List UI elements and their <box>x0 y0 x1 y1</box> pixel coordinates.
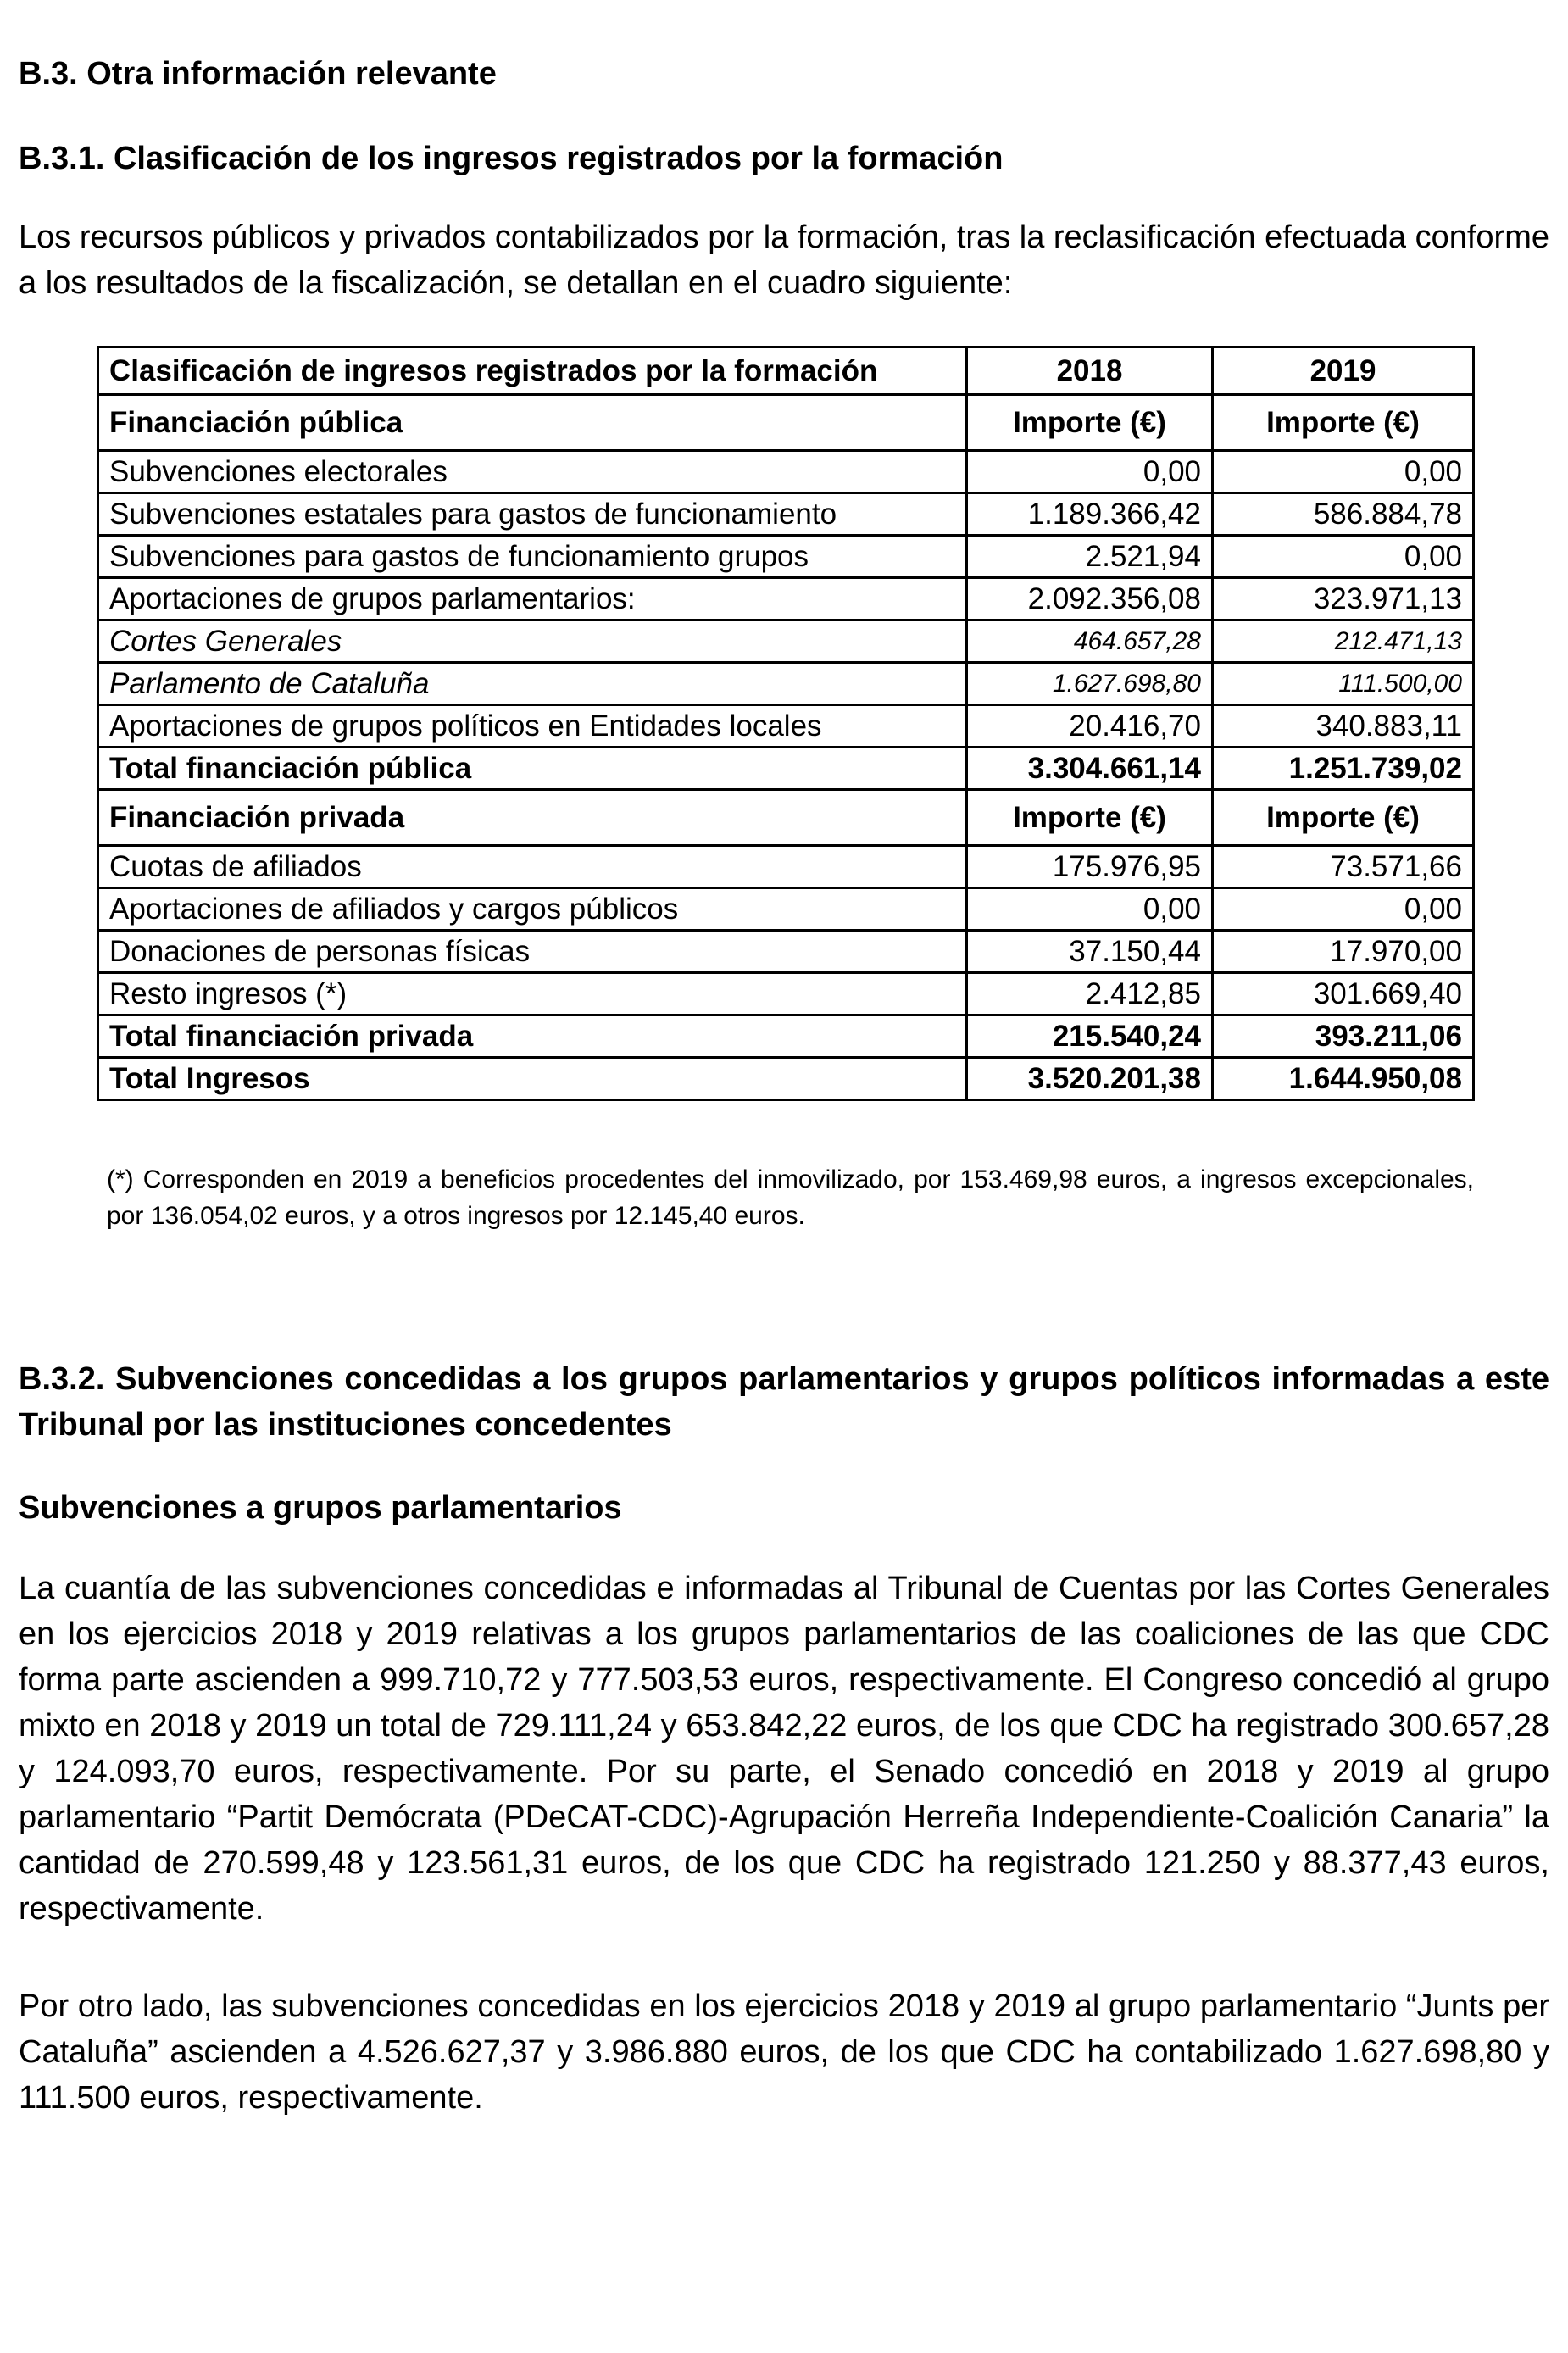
grand-total-2019: 1.644.950,08 <box>1213 1058 1474 1100</box>
public-unit-2019: Importe (€) <box>1213 395 1474 451</box>
table-subrow <box>98 620 1474 663</box>
table-row <box>98 451 1474 493</box>
table-subrow <box>98 663 1474 705</box>
row-value-2018: 20.416,70 <box>967 705 1213 748</box>
grand-total-row <box>98 1058 1474 1100</box>
private-section-label: Financiación privada <box>98 790 967 846</box>
subrow-label: Parlamento de Cataluña <box>98 663 967 705</box>
public-section-label: Financiación pública <box>98 395 967 451</box>
row-value-2018: 2.521,94 <box>967 536 1213 578</box>
header-2019: 2019 <box>1213 348 1474 395</box>
subrow-value-2019: 212.471,13 <box>1213 620 1474 663</box>
grand-total-label: Total Ingresos <box>98 1058 967 1100</box>
public-total-label: Total financiación pública <box>98 748 967 790</box>
row-value-2019: 0,00 <box>1213 451 1474 493</box>
row-label: Aportaciones de grupos parlamentarios: <box>98 578 967 620</box>
grand-total-2018: 3.520.201,38 <box>967 1058 1213 1100</box>
income-classification-table <box>97 346 1475 1101</box>
row-value-2019: 301.669,40 <box>1213 973 1474 1015</box>
table-row <box>98 931 1474 973</box>
table-row <box>98 846 1474 888</box>
row-label: Aportaciones de afiliados y cargos públicos <box>98 888 967 931</box>
subsection-1-title: B.3.1. Clasificación de los ingresos registrados por la formación <box>19 141 1004 176</box>
public-section-row <box>98 395 1474 451</box>
subrow-value-2018: 464.657,28 <box>967 620 1213 663</box>
private-unit-2018: Importe (€) <box>967 790 1213 846</box>
header-label: Clasificación de ingresos registrados por la formación <box>98 348 967 395</box>
row-value-2018: 0,00 <box>967 451 1213 493</box>
subrow-label: Cortes Generales <box>98 620 967 663</box>
table-row <box>98 888 1474 931</box>
row-value-2019: 586.884,78 <box>1213 493 1474 536</box>
row-value-2018: 37.150,44 <box>967 931 1213 973</box>
subsection-2-paragraph-2: Por otro lado, las subvenciones concedidas en los ejercicios 2018 y 2019 al grupo parlamentario “Junts per Cataluña” ascienden a 4.526.627,37 y 3.986.880 euros, de los que CDC ha contabilizado 1.627.698,80 y 111.500 euros, respectivamente. <box>19 1989 1549 2116</box>
row-value-2019: 0,00 <box>1213 536 1474 578</box>
private-total-2018: 215.540,24 <box>967 1015 1213 1058</box>
public-total-2018: 3.304.661,14 <box>967 748 1213 790</box>
row-label: Subvenciones para gastos de funcionamiento grupos <box>98 536 967 578</box>
row-value-2019: 323.971,13 <box>1213 578 1474 620</box>
table-row <box>98 973 1474 1015</box>
public-total-2019: 1.251.739,02 <box>1213 748 1474 790</box>
table-row <box>98 705 1474 748</box>
row-label: Cuotas de afiliados <box>98 846 967 888</box>
private-total-row <box>98 1015 1474 1058</box>
header-2018: 2018 <box>967 348 1213 395</box>
private-total-label: Total financiación privada <box>98 1015 967 1058</box>
row-label: Resto ingresos (*) <box>98 973 967 1015</box>
row-value-2018: 1.189.366,42 <box>967 493 1213 536</box>
private-section-row <box>98 790 1474 846</box>
section-title: B.3. Otra información relevante <box>19 56 497 92</box>
row-value-2018: 0,00 <box>967 888 1213 931</box>
table-row <box>98 493 1474 536</box>
table-footnote: (*) Corresponden en 2019 a beneficios procedentes del inmovilizado, por 153.469,98 euros, a ingresos excepcionales, por 136.054,02 euros, y a otros ingresos por 12.145,40 euros. <box>107 1165 1474 1230</box>
subsection-2-paragraph-1: La cuantía de las subvenciones concedidas e informadas al Tribunal de Cuentas por las Cortes Generales en los ejercicios 2018 y 2019 relativas a los grupos parlamentarios de las coaliciones de las que CDC forma parte ascienden a 999.710,72 y 777.503,53 euros, respectivamente. El Congreso concedió al grupo mixto en 2018 y 2019 un total de 729.111,24 y 653.842,22 euros, de los que CDC ha registrado 300.657,28 y 124.093,70 euros, respectivamente. Por su parte, el Senado concedió en 2018 y 2019 al grupo parlamentario “Partit Demócrata (PDeCAT-CDC)-Agrupación Herreña Independiente-Coalición Canaria” la cantidad de 270.599,48 y 123.561,31 euros, de los que CDC ha registrado 121.250 y 88.377,43 euros, respectivamente. <box>19 1571 1549 1927</box>
table-row <box>98 536 1474 578</box>
public-unit-2018: Importe (€) <box>967 395 1213 451</box>
row-value-2018: 175.976,95 <box>967 846 1213 888</box>
row-value-2018: 2.412,85 <box>967 973 1213 1015</box>
row-label: Aportaciones de grupos políticos en Entidades locales <box>98 705 967 748</box>
private-unit-2019: Importe (€) <box>1213 790 1474 846</box>
row-label: Subvenciones estatales para gastos de funcionamiento <box>98 493 967 536</box>
subsection-2-title: B.3.2. Subvenciones concedidas a los grupos parlamentarios y grupos políticos informadas a este Tribunal por las instituciones concedentes <box>19 1361 1549 1443</box>
row-value-2019: 73.571,66 <box>1213 846 1474 888</box>
public-total-row <box>98 748 1474 790</box>
row-value-2019: 17.970,00 <box>1213 931 1474 973</box>
subsection-1-intro: Los recursos públicos y privados contabilizados por la formación, tras la reclasificación efectuada conforme a los resultados de la fiscalización, se detallan en el cuadro siguiente: <box>19 220 1549 301</box>
row-label: Subvenciones electorales <box>98 451 967 493</box>
row-value-2019: 0,00 <box>1213 888 1474 931</box>
row-label: Donaciones de personas físicas <box>98 931 967 973</box>
row-value-2019: 340.883,11 <box>1213 705 1474 748</box>
row-value-2018: 2.092.356,08 <box>967 578 1213 620</box>
private-total-2019: 393.211,06 <box>1213 1015 1474 1058</box>
table-header-row <box>98 348 1474 395</box>
subrow-value-2019: 111.500,00 <box>1213 663 1474 705</box>
subsection-2-subheading: Subvenciones a grupos parlamentarios <box>19 1490 622 1526</box>
subrow-value-2018: 1.627.698,80 <box>967 663 1213 705</box>
table-row <box>98 578 1474 620</box>
